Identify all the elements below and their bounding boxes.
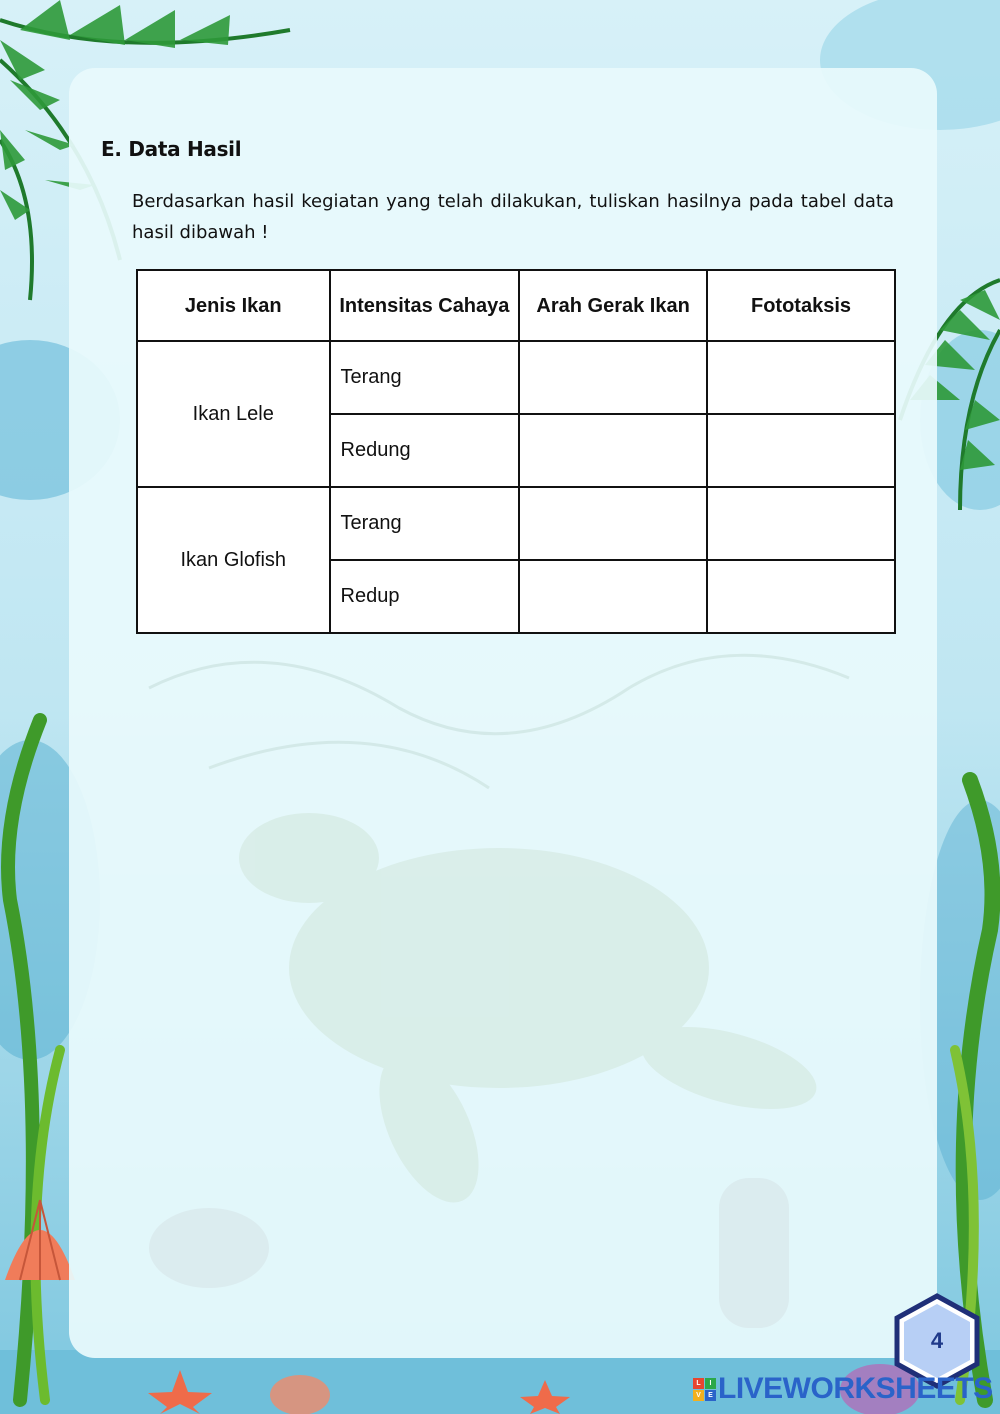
liveworksheets-logo[interactable] <box>693 1372 993 1406</box>
mark-letter: I <box>705 1378 716 1389</box>
light-cell: Terang <box>330 341 520 414</box>
direction-answer-cell[interactable] <box>519 560 707 633</box>
phototaxis-answer-cell[interactable] <box>707 414 895 487</box>
mark-letter: E <box>705 1390 716 1401</box>
instruction-text: Berdasarkan hasil kegiatan yang telah dilakukan, tuliskan hasilnya pada tabel data hasil dibawah ! <box>132 191 894 243</box>
live-mark-icon <box>693 1378 716 1401</box>
light-cell: Redung <box>330 414 520 487</box>
header-jenis-ikan: Jenis Ikan <box>137 270 330 341</box>
direction-answer-cell[interactable] <box>519 487 707 560</box>
direction-answer-cell[interactable] <box>519 341 707 414</box>
table-header-row <box>137 270 895 341</box>
table-row <box>137 487 895 560</box>
header-arah-gerak-ikan: Arah Gerak Ikan <box>519 270 707 341</box>
fish-cell-glofish: Ikan Glofish <box>137 487 330 633</box>
section-title: E. Data Hasil <box>101 137 242 161</box>
header-fototaksis: Fototaksis <box>707 270 895 341</box>
mark-letter: V <box>693 1390 704 1401</box>
mark-letter: L <box>693 1378 704 1389</box>
direction-answer-cell[interactable] <box>519 414 707 487</box>
brand-name: LIVEWORKSHEETS <box>718 1372 993 1405</box>
phototaxis-answer-cell[interactable] <box>707 341 895 414</box>
light-cell: Redup <box>330 560 520 633</box>
sea-turtle-icon <box>69 68 937 1358</box>
header-intensitas-cahaya: Intensitas Cahaya <box>330 270 520 341</box>
fish-cell-lele: Ikan Lele <box>137 341 330 487</box>
phototaxis-answer-cell[interactable] <box>707 487 895 560</box>
phototaxis-answer-cell[interactable] <box>707 560 895 633</box>
results-table <box>136 269 896 634</box>
content-sheet <box>69 68 937 1358</box>
light-cell: Terang <box>330 487 520 560</box>
table-row <box>137 341 895 414</box>
page-number: 4 <box>930 1328 944 1353</box>
